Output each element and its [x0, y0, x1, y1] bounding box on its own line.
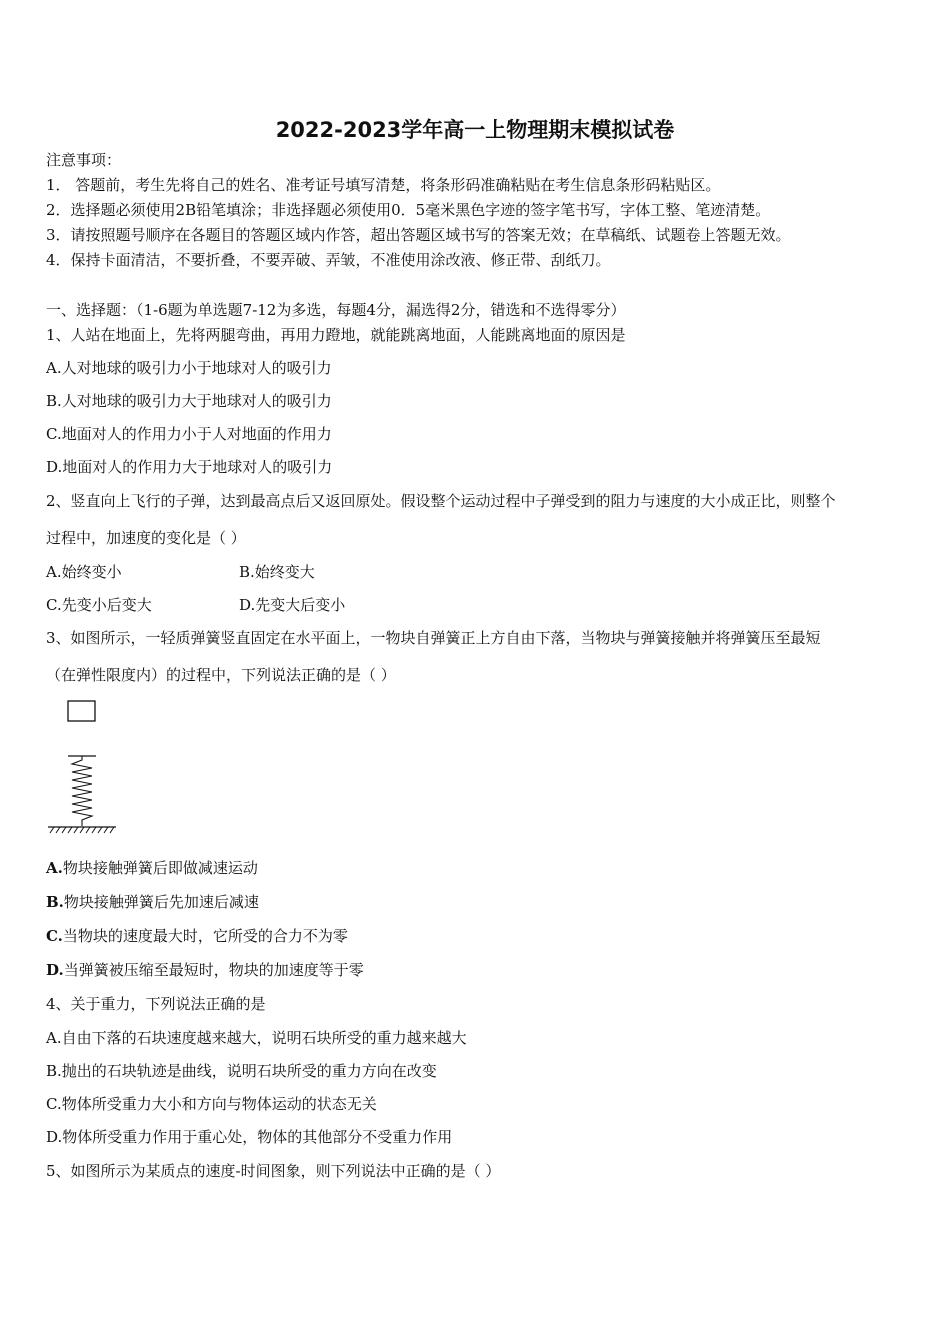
q2-stem-line2: 过程中，加速度的变化是（ ）: [46, 529, 246, 547]
q4-option-d: D.物体所受重力作用于重心处，物体的其他部分不受重力作用: [46, 1128, 453, 1146]
block-shape: [68, 701, 95, 721]
q2-option-c: C.先变小后变大: [46, 596, 152, 614]
q4-option-b: B.抛出的石块轨迹是曲线，说明石块所受的重力方向在改变: [46, 1062, 437, 1080]
spring-coil: [72, 756, 92, 826]
q3-stem-line1: 3、如图所示，一轻质弹簧竖直固定在水平面上，一物块自弹簧正上方自由下落，当物块与弹簧接触并将弹簧压至最短: [46, 629, 821, 647]
q5-stem: 5、如图所示为某质点的速度-时间图象，则下列说法中正确的是（ ）: [46, 1162, 501, 1180]
notice-item-3: 3．请按照题号顺序在各题目的答题区域内作答，超出答题区域书写的答案无效；在草稿纸、试题卷上答题无效。: [46, 226, 791, 244]
q4-option-a: A.自由下落的石块速度越来越大，说明石块所受的重力越来越大: [46, 1029, 467, 1047]
notice-heading: 注意事项：: [46, 151, 122, 169]
q2-option-a: A.始终变小: [46, 563, 122, 581]
exam-title: 2022-2023学年高一上物理期末模拟试卷: [275, 118, 675, 142]
spring-block-figure: [44, 698, 120, 836]
notice-item-1: 1． 答题前，考生先将自己的姓名、准考证号填写清楚，将条形码准确粘贴在考生信息条形码粘贴区。: [46, 176, 721, 194]
q3-stem-line2: （在弹性限度内）的过程中，下列说法正确的是（ ）: [46, 666, 396, 684]
section-heading: 一、选择题：（1-6题为单选题7-12为多选，每题4分，漏选得2分，错选和不选得零分）: [46, 301, 626, 319]
q3-option-a: A.物块接触弹簧后即做减速运动: [46, 859, 258, 877]
q3-option-c: C.当物块的速度最大时，它所受的合力不为零: [46, 927, 348, 945]
q1-option-d: D.地面对人的作用力大于地球对人的吸引力: [46, 458, 333, 476]
q4-stem: 4、关于重力，下列说法正确的是: [46, 995, 266, 1013]
q4-option-c: C.物体所受重力大小和方向与物体运动的状态无关: [46, 1095, 377, 1113]
q2-option-b: B.始终变大: [239, 563, 315, 581]
notice-item-2: 2．选择题必须使用2B铅笔填涂；非选择题必须使用0．5毫米黑色字迹的签字笔书写，字体工整、笔迹清楚。: [46, 201, 771, 219]
q1-option-b: B.人对地球的吸引力大于地球对人的吸引力: [46, 392, 332, 410]
q2-stem-line1: 2、竖直向上飞行的子弹，达到最高点后又返回原处。假设整个运动过程中子弹受到的阻力与速度的大小成正比，则整个: [46, 492, 836, 510]
q1-option-c: C.地面对人的作用力小于人对地面的作用力: [46, 425, 332, 443]
notice-item-4: 4．保持卡面清洁，不要折叠，不要弄破、弄皱，不准使用涂改液、修正带、刮纸刀。: [46, 251, 611, 269]
q3-option-d: D.当弹簧被压缩至最短时，物块的加速度等于零: [46, 961, 364, 979]
q1-option-a: A.人对地球的吸引力小于地球对人的吸引力: [46, 359, 332, 377]
q2-option-d: D.先变大后变小: [239, 596, 346, 614]
q3-option-b: B.物块接触弹簧后先加速后减速: [46, 893, 259, 911]
q1-stem: 1、人站在地面上，先将两腿弯曲，再用力蹬地，就能跳离地面，人能跳离地面的原因是: [46, 326, 626, 344]
ground-hatch: [50, 827, 114, 833]
